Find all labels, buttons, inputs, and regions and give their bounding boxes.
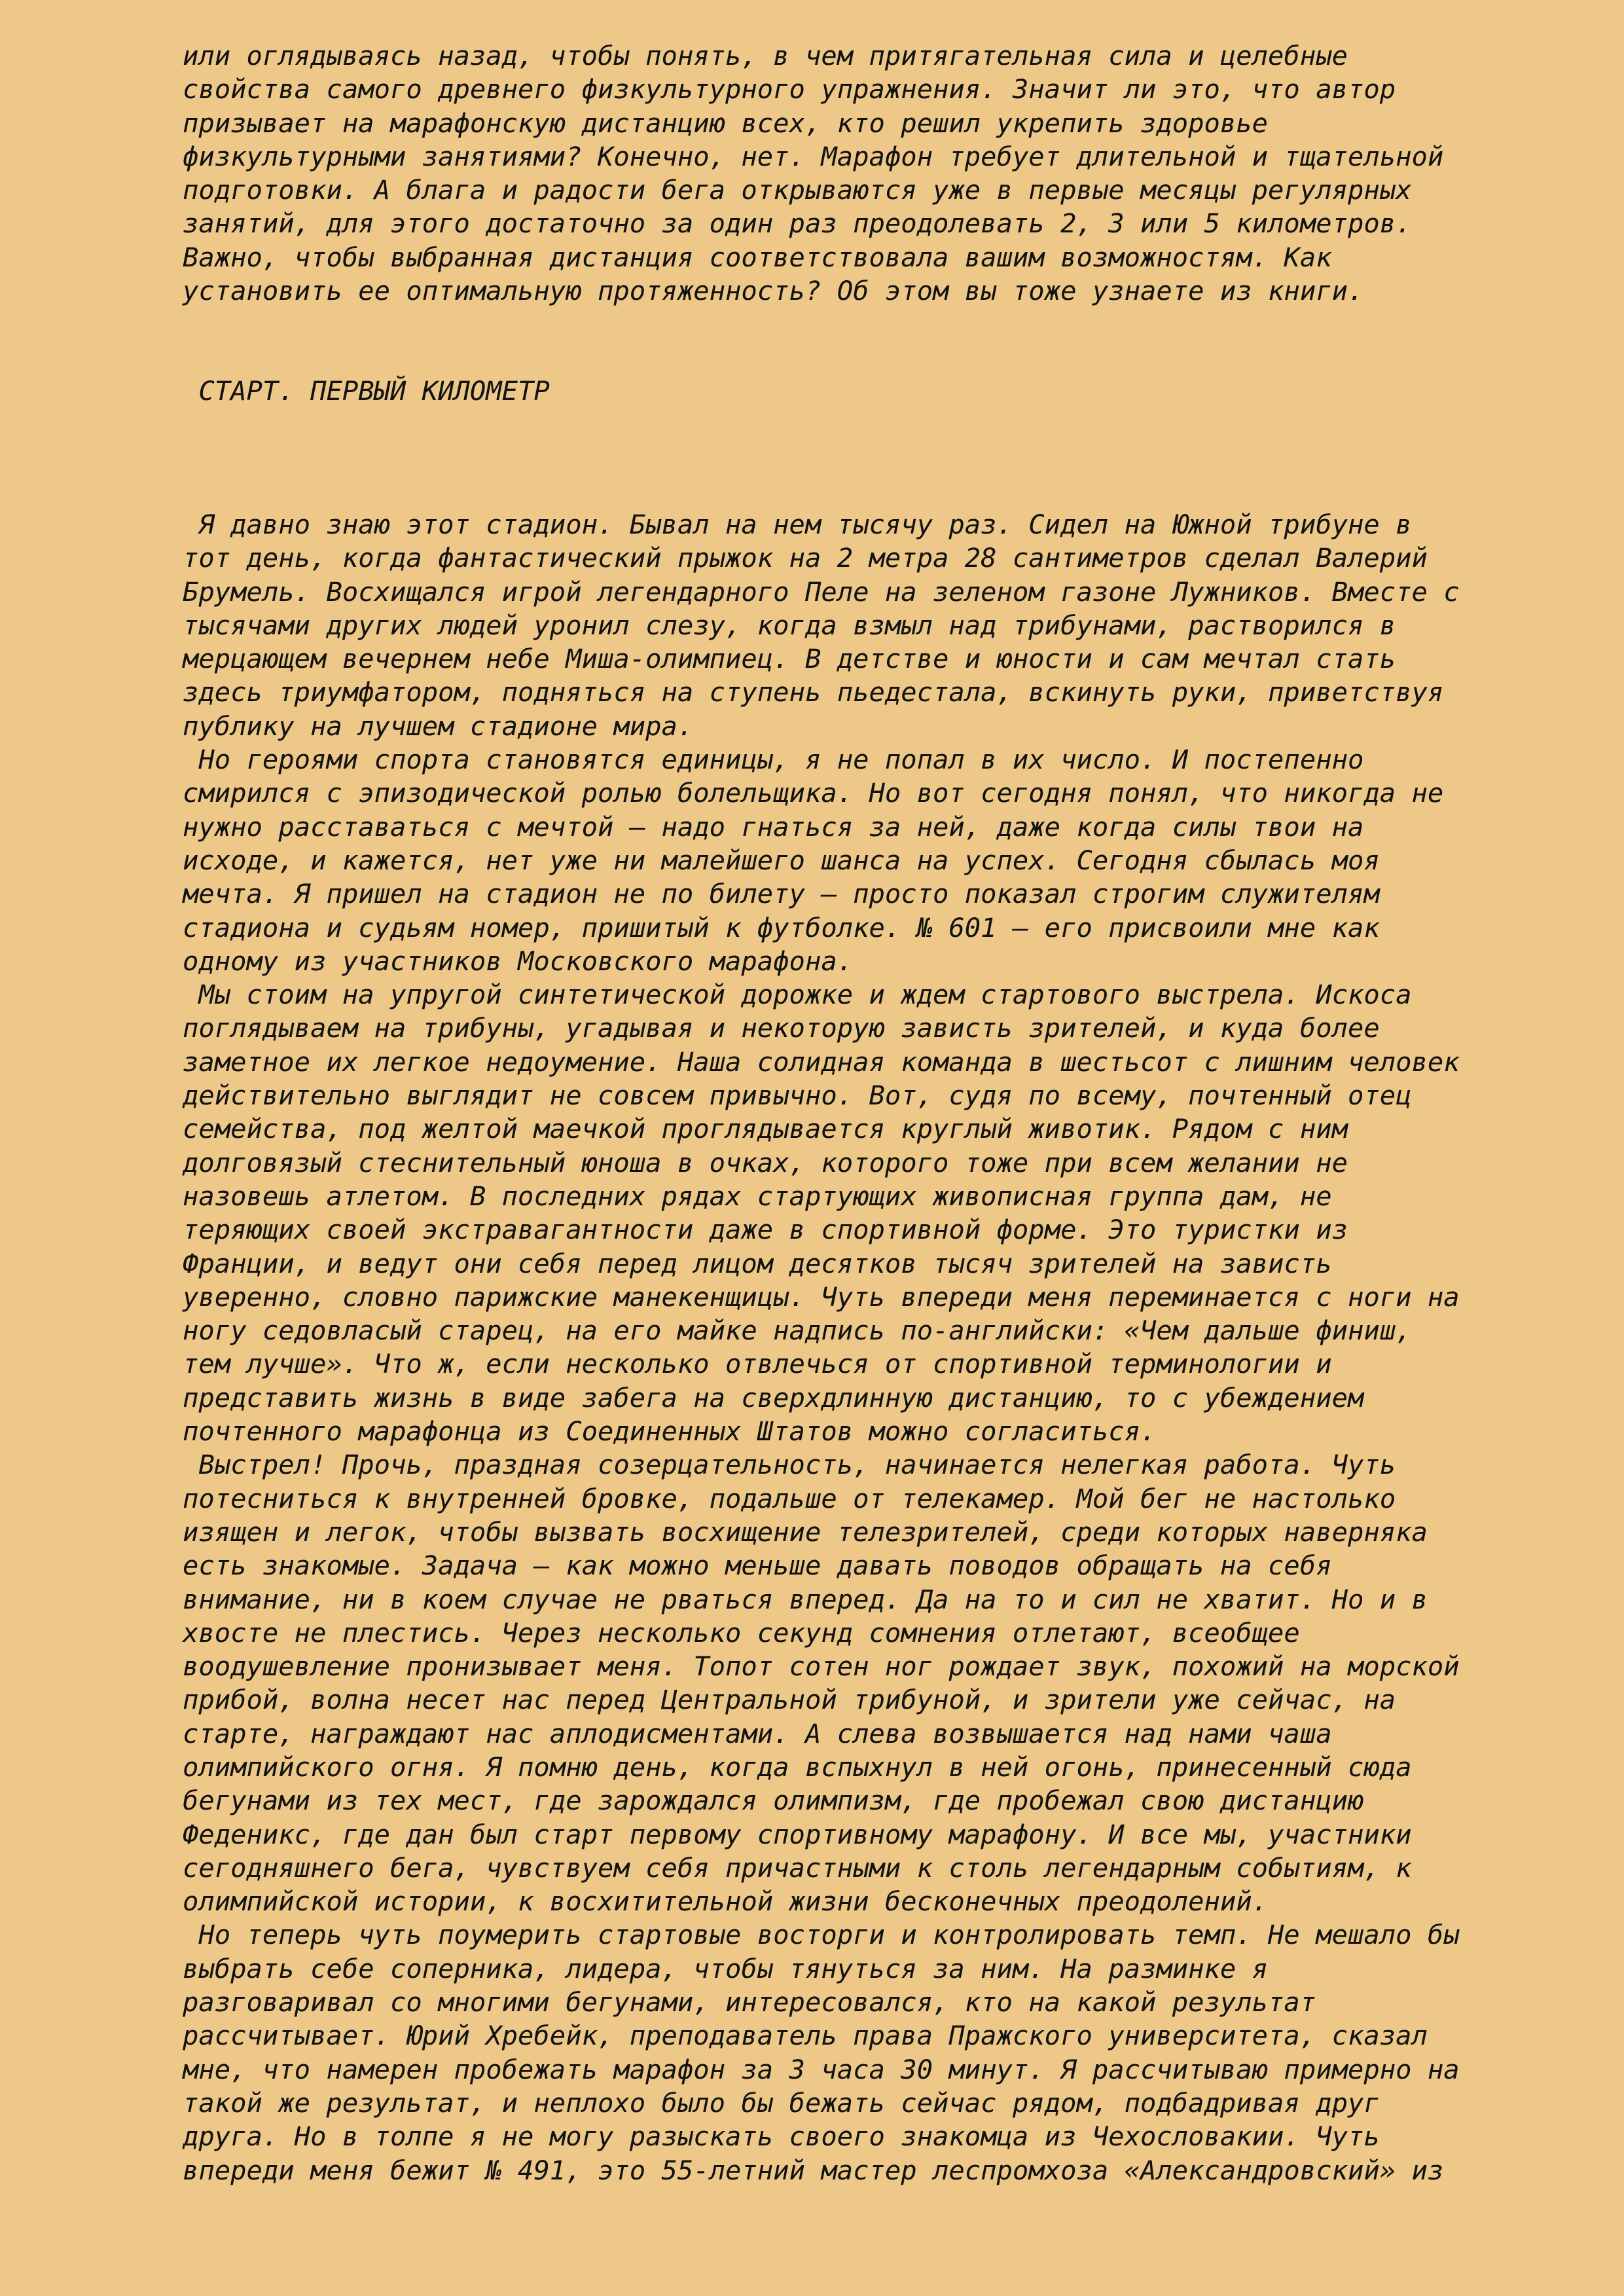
text-line: стадиона и судьям номер, пришитый к футболке. № 601 – его присвоили мне как	[183, 911, 1380, 943]
text-line: такой же результат, и неплохо было бы бежать сейчас рядом, подбадривая друг	[183, 2086, 1380, 2119]
chapter-heading	[183, 374, 1525, 408]
text-line: Феденикс, где дан был старт первому спортивному марафону. И все мы, участники	[183, 1818, 1412, 1850]
text-line: Мы стоим на упругой синтетической дорожке и ждем стартового выстрела. Искоса	[183, 979, 1412, 1011]
text-line: установить ее оптимальную протяженность? Об этом вы тоже узнаете из книги.	[183, 275, 1364, 307]
text-line: ногу седовласый старец, на его майке надпись по-английски: «Чем дальше финиш,	[183, 1315, 1412, 1347]
text-line: Франции, и ведут они себя перед лицом десятков тысяч зрителей на зависть	[183, 1247, 1332, 1279]
text-line: олимпийской истории, к восхитительной жизни бесконечных преодолений.	[183, 1886, 1269, 1918]
text-line: воодушевление пронизывает меня. Топот сотен ног рождает звук, похожий на морской	[183, 1650, 1460, 1683]
text-line: физкультурными занятиями? Конечно, нет. Марафон требует длительной и тщательной	[183, 140, 1444, 172]
text-line: Важно, чтобы выбранная дистанция соответствовала вашим возможностям. Как	[183, 241, 1332, 273]
text-line: олимпийского огня. Я помню день, когда вспыхнул в ней огонь, принесенный сюда	[183, 1751, 1412, 1783]
text-line: призывает на марафонскую дистанцию всех, кто решил укрепить здоровье	[183, 107, 1269, 139]
text-line: долговязый стеснительный юноша в очках, которого тоже при всем желании не	[183, 1146, 1348, 1178]
text-line: тем лучше». Что ж, если несколько отвлечься от спортивной терминологии и	[183, 1348, 1332, 1380]
text-line: впереди меня бежит № 491, это 55-летний мастер леспромхоза «Александровский» из	[183, 2154, 1444, 2186]
text-line: друга. Но в толпе я не могу разыскать своего знакомца из Чехословакии. Чуть	[183, 2121, 1380, 2153]
text-line: заметное их легкое недоумение. Наша солидная команда в шестьсот с лишним человек	[183, 1046, 1460, 1078]
text-line: рассчитывает. Юрий Хребейк, преподаватель права Пражского университета, сказал	[183, 2020, 1428, 2052]
text-line: смирился с эпизодической ролью болельщика. Но вот сегодня понял, что никогда не	[183, 777, 1444, 809]
text-line: занятий, для этого достаточно за один раз преодолевать 2, 3 или 5 километров.	[183, 208, 1412, 240]
text-line: выбрать себе соперника, лидера, чтобы тянуться за ним. На разминке я	[183, 1952, 1269, 1984]
text-line: разговаривал со многими бегунами, интересовался, кто на какой результат	[183, 1986, 1316, 2018]
text-line: старте, награждают нас аплодисментами. А слева возвышается над нами чаша	[183, 1717, 1332, 1749]
text-line: мерцающем вечернем небе Миша-олимпиец. В детстве и юности и сам мечтал стать	[183, 643, 1396, 675]
text-line: потесниться к внутренней бровке, подальше от телекамер. Мой бег не настолько	[183, 1482, 1396, 1514]
text-line: Но героями спорта становятся единицы, я не попал в их число. И постепенно	[183, 744, 1364, 776]
text-line: мечта. Я пришел на стадион не по билету – просто показал строгим служителям	[183, 878, 1380, 910]
text-line: публику на лучшем стадионе мира.	[183, 710, 694, 742]
text-line: исходе, и кажется, нет уже ни малейшего шанса на успех. Сегодня сбылась моя	[183, 844, 1380, 876]
text-line: внимание, ни в коем случае не рваться вперед. Да на то и сил не хватит. Но и в	[183, 1583, 1428, 1615]
text-line: есть знакомые. Задача – как можно меньше давать поводов обращать на себя	[183, 1550, 1332, 1582]
body-text	[183, 508, 1525, 2187]
text-line: почтенного марафонца из Соединенных Штатов можно согласиться.	[183, 1415, 1157, 1448]
text-line: теряющих своей экстравагантности даже в спортивной форме. Это туристки из	[183, 1214, 1348, 1246]
intro-paragraph	[183, 39, 1525, 308]
text-line: нужно расставаться с мечтой – надо гнаться за ней, даже когда силы твои на	[183, 811, 1364, 843]
text-line: тот день, когда фантастический прыжок на 2 метра 28 сантиметров сделал Валерий	[183, 542, 1428, 574]
text-line: хвосте не плестись. Через несколько секунд сомнения отлетают, всеобщее	[183, 1616, 1300, 1649]
text-line: одному из участников Московского марафона.	[183, 945, 854, 977]
text-line: уверенно, словно парижские манекенщицы. Чуть впереди меня переминается с ноги на	[183, 1281, 1460, 1313]
text-line: бегунами из тех мест, где зарождался олимпизм, где пробежал свою дистанцию	[183, 1785, 1364, 1817]
text-line: здесь триумфатором, подняться на ступень пьедестала, вскинуть руки, приветствуя	[183, 676, 1444, 708]
text-line: Я давно знаю этот стадион. Бывал на нем тысячу раз. Сидел на Южной трибуне в	[183, 509, 1412, 540]
text-line: свойства самого древнего физкультурного упражнения. Значит ли это, что автор	[183, 73, 1396, 105]
chapter-title: СТАРТ. ПЕРВЫЙ КИЛОМЕТР	[183, 375, 550, 407]
text-line: или оглядываясь назад, чтобы понять, в чем притягательная сила и целебные	[183, 40, 1348, 71]
text-line: мне, что намерен пробежать марафон за 3 часа 30 минут. Я рассчитываю примерно на	[183, 2053, 1460, 2085]
text-line: назовешь атлетом. В последних рядах стартующих живописная группа дам, не	[183, 1180, 1332, 1212]
text-line: сегодняшнего бега, чувствуем себя причастными к столь легендарным событиям, к	[183, 1851, 1412, 1884]
text-line: подготовки. А блага и радости бега открываются уже в первые месяцы регулярных	[183, 174, 1412, 206]
text-line: изящен и легок, чтобы вызвать восхищение телезрителей, среди которых наверняка	[183, 1516, 1428, 1548]
text-line: семейства, под желтой маечкой проглядывается круглый животик. Рядом с ним	[183, 1113, 1348, 1145]
text-line: Брумель. Восхищался игрой легендарного Пеле на зеленом газоне Лужников. Вместе с	[183, 575, 1460, 608]
text-line: представить жизнь в виде забега на сверхдлинную дистанцию, то с убеждением	[183, 1381, 1364, 1413]
text-line: Но теперь чуть поумерить стартовые восторги и контролировать темп. Не мешало бы	[183, 1919, 1460, 1951]
text-line: действительно выглядит не совсем привычно. Вот, судя по всему, почтенный отец	[183, 1080, 1412, 1112]
text-line: прибой, волна несет нас перед Центральной трибуной, и зрители уже сейчас, на	[183, 1684, 1396, 1716]
text-line: Выстрел! Прочь, праздная созерцательность, начинается нелегкая работа. Чуть	[183, 1449, 1396, 1481]
text-line: поглядываем на трибуны, угадывая и некоторую зависть зрителей, и куда более	[183, 1012, 1380, 1044]
text-line: тысячами других людей уронил слезу, когда взмыл над трибунами, растворился в	[183, 609, 1396, 641]
